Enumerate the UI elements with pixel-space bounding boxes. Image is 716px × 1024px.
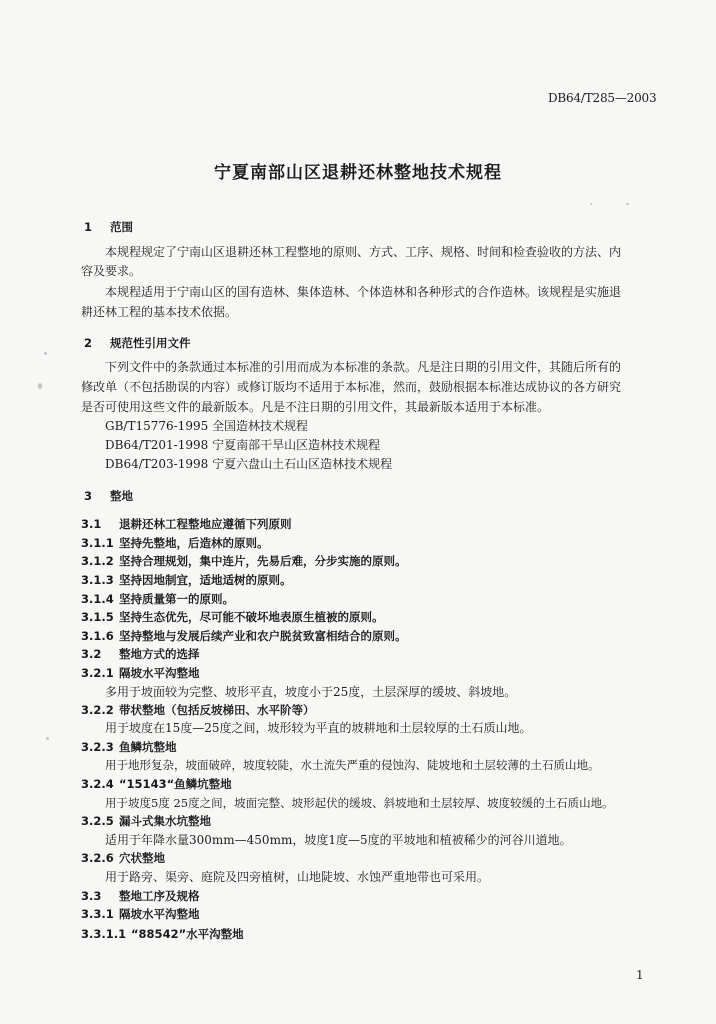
method-description: 适用于年降水量300mm—450mm，坡度1度—5度的平坡地和植被稀少的河谷川道地。 bbox=[105, 833, 572, 847]
scan-speck bbox=[590, 203, 592, 205]
method-heading bbox=[81, 739, 177, 755]
paragraph-line: 本规程规定了宁南山区退耕还林工程整地的原则、方式、工序、规格、时间和检查验收的方法、内 bbox=[105, 245, 622, 259]
paragraph-line: 容及要求。 bbox=[81, 264, 142, 278]
method-heading bbox=[81, 665, 200, 681]
clause-number: 3.3 bbox=[81, 889, 102, 903]
method-description: 用于地形复杂，坡面破碎，坡度较陡，水土流失严重的侵蚀沟、陡坡地和土层较薄的土石质山地。 bbox=[105, 758, 600, 772]
principle-item bbox=[81, 553, 407, 569]
section-number: 2 bbox=[84, 336, 93, 350]
clause-title: 退耕还林工程整地应遵循下列原则 bbox=[119, 517, 292, 531]
paragraph-line: 修改单（不包括勘误的内容）或修订版均不适用于本标准，然而，鼓励根据本标准达成协议的各方研究 bbox=[81, 380, 622, 394]
clause-number: 3.2 bbox=[81, 647, 102, 661]
clause-title: “88542”水平沟整地 bbox=[131, 927, 244, 941]
clause-title: 坚持先整地，后造林的原则。 bbox=[119, 536, 269, 550]
reference-item: DB64/T201-1998 宁夏南部干旱山区造林技术规程 bbox=[105, 438, 381, 452]
paragraph-line: 耕还林工程的基本技术依据。 bbox=[81, 305, 238, 319]
section-2-heading bbox=[84, 335, 191, 351]
clause-number: 3.1.1 bbox=[81, 536, 114, 550]
clause-3-2 bbox=[81, 646, 200, 662]
method-heading bbox=[81, 702, 315, 718]
method-heading bbox=[81, 850, 165, 866]
clause-number: 3.1.2 bbox=[81, 554, 114, 568]
clause-title: 坚持整地与发展后续产业和农户脱贫致富相结合的原则。 bbox=[119, 629, 407, 643]
clause-3-3-1 bbox=[81, 906, 200, 922]
principle-item bbox=[81, 628, 407, 644]
clause-title: 坚持因地制宜，适地适树的原则。 bbox=[119, 573, 292, 587]
clause-number: 3.2.6 bbox=[81, 851, 114, 865]
method-description: 用于路旁、渠旁、庭院及四旁植树，山地陡坡、水蚀严重地带也可采用。 bbox=[105, 870, 490, 884]
clause-3-3-1-1 bbox=[81, 926, 244, 942]
clause-number: 3.1 bbox=[81, 517, 102, 531]
scan-speck bbox=[38, 383, 42, 389]
clause-number: 3.3.1 bbox=[81, 907, 114, 921]
reference-item: GB/T15776-1995 全国造林技术规程 bbox=[105, 419, 309, 433]
principle-item bbox=[81, 572, 292, 588]
clause-title: 整地方式的选择 bbox=[119, 647, 200, 661]
clause-number: 3.2.4 bbox=[81, 777, 114, 791]
clause-title: 隔坡水平沟整地 bbox=[119, 907, 200, 921]
section-3-heading bbox=[84, 488, 133, 504]
clause-title: 坚持质量第一的原则。 bbox=[119, 592, 234, 606]
method-heading bbox=[81, 813, 211, 829]
document-title: 宁夏南部山区退耕还林整地技术规程 bbox=[214, 163, 502, 183]
section-number: 1 bbox=[84, 220, 93, 234]
method-heading bbox=[81, 776, 232, 792]
clause-title: 穴状整地 bbox=[119, 851, 165, 865]
clause-3-1 bbox=[81, 516, 292, 532]
method-description: 用于坡度5度 25度之间，坡面完整、坡形起伏的缓坡、斜坡地和土层较厚、坡度较缓的土石质山地。 bbox=[105, 796, 614, 810]
clause-title: 带状整地（包括反坡梯田、水平阶等） bbox=[119, 703, 315, 717]
clause-title: “15143“鱼鳞坑整地 bbox=[119, 777, 232, 791]
clause-number: 3.1.4 bbox=[81, 592, 114, 606]
paragraph-line: 下列文件中的条款通过本标准的引用而成为本标准的条款。凡是注日期的引用文件，其随后所有的 bbox=[105, 360, 622, 374]
clause-title: 漏斗式集水坑整地 bbox=[119, 814, 211, 828]
standard-code: DB64/T285—2003 bbox=[548, 91, 657, 105]
clause-title: 隔坡水平沟整地 bbox=[119, 666, 200, 680]
section-title: 整地 bbox=[110, 489, 133, 503]
clause-number: 3.2.3 bbox=[81, 740, 114, 754]
principle-item bbox=[81, 609, 384, 625]
principle-item bbox=[81, 535, 269, 551]
clause-number: 3.1.3 bbox=[81, 573, 114, 587]
clause-number: 3.2.2 bbox=[81, 703, 114, 717]
clause-title: 整地工序及规格 bbox=[119, 889, 200, 903]
section-number: 3 bbox=[84, 489, 93, 503]
section-title: 范围 bbox=[110, 220, 133, 234]
clause-number: 3.1.6 bbox=[81, 629, 114, 643]
scan-speck bbox=[44, 352, 47, 355]
clause-title: 坚持合理规划，集中连片，先易后难，分步实施的原则。 bbox=[119, 554, 407, 568]
principle-item bbox=[81, 591, 234, 607]
paragraph-line: 本规程适用于宁南山区的国有造林、集体造林、个体造林和各种形式的合作造林。该规程是实施退 bbox=[105, 285, 622, 299]
clause-title: 坚持生态优先，尽可能不破坏地表原生植被的原则。 bbox=[119, 610, 384, 624]
reference-item: DB64/T203-1998 宁夏六盘山土石山区造林技术规程 bbox=[105, 457, 393, 471]
clause-number: 3.2.5 bbox=[81, 814, 114, 828]
clause-number: 3.3.1.1 bbox=[81, 927, 127, 941]
clause-title: 鱼鳞坑整地 bbox=[119, 740, 177, 754]
section-1-heading bbox=[84, 219, 133, 235]
clause-3-3 bbox=[81, 888, 200, 904]
clause-number: 3.2.1 bbox=[81, 666, 114, 680]
method-description: 用于坡度在15度—25度之间，坡形较为平直的坡耕地和土层较厚的土石质山地。 bbox=[105, 721, 532, 735]
clause-number: 3.1.5 bbox=[81, 610, 114, 624]
section-title: 规范性引用文件 bbox=[110, 336, 191, 350]
paragraph-line: 是否可使用这些文件的最新版本。凡是不注日期的引用文件，其最新版本适用于本标准。 bbox=[81, 400, 550, 414]
scan-speck bbox=[626, 203, 629, 205]
page-number: 1 bbox=[636, 968, 644, 982]
scan-speck bbox=[46, 737, 49, 740]
method-description: 多用于坡面较为完整、坡形平直，坡度小于25度，土层深厚的缓坡、斜坡地。 bbox=[105, 685, 517, 699]
